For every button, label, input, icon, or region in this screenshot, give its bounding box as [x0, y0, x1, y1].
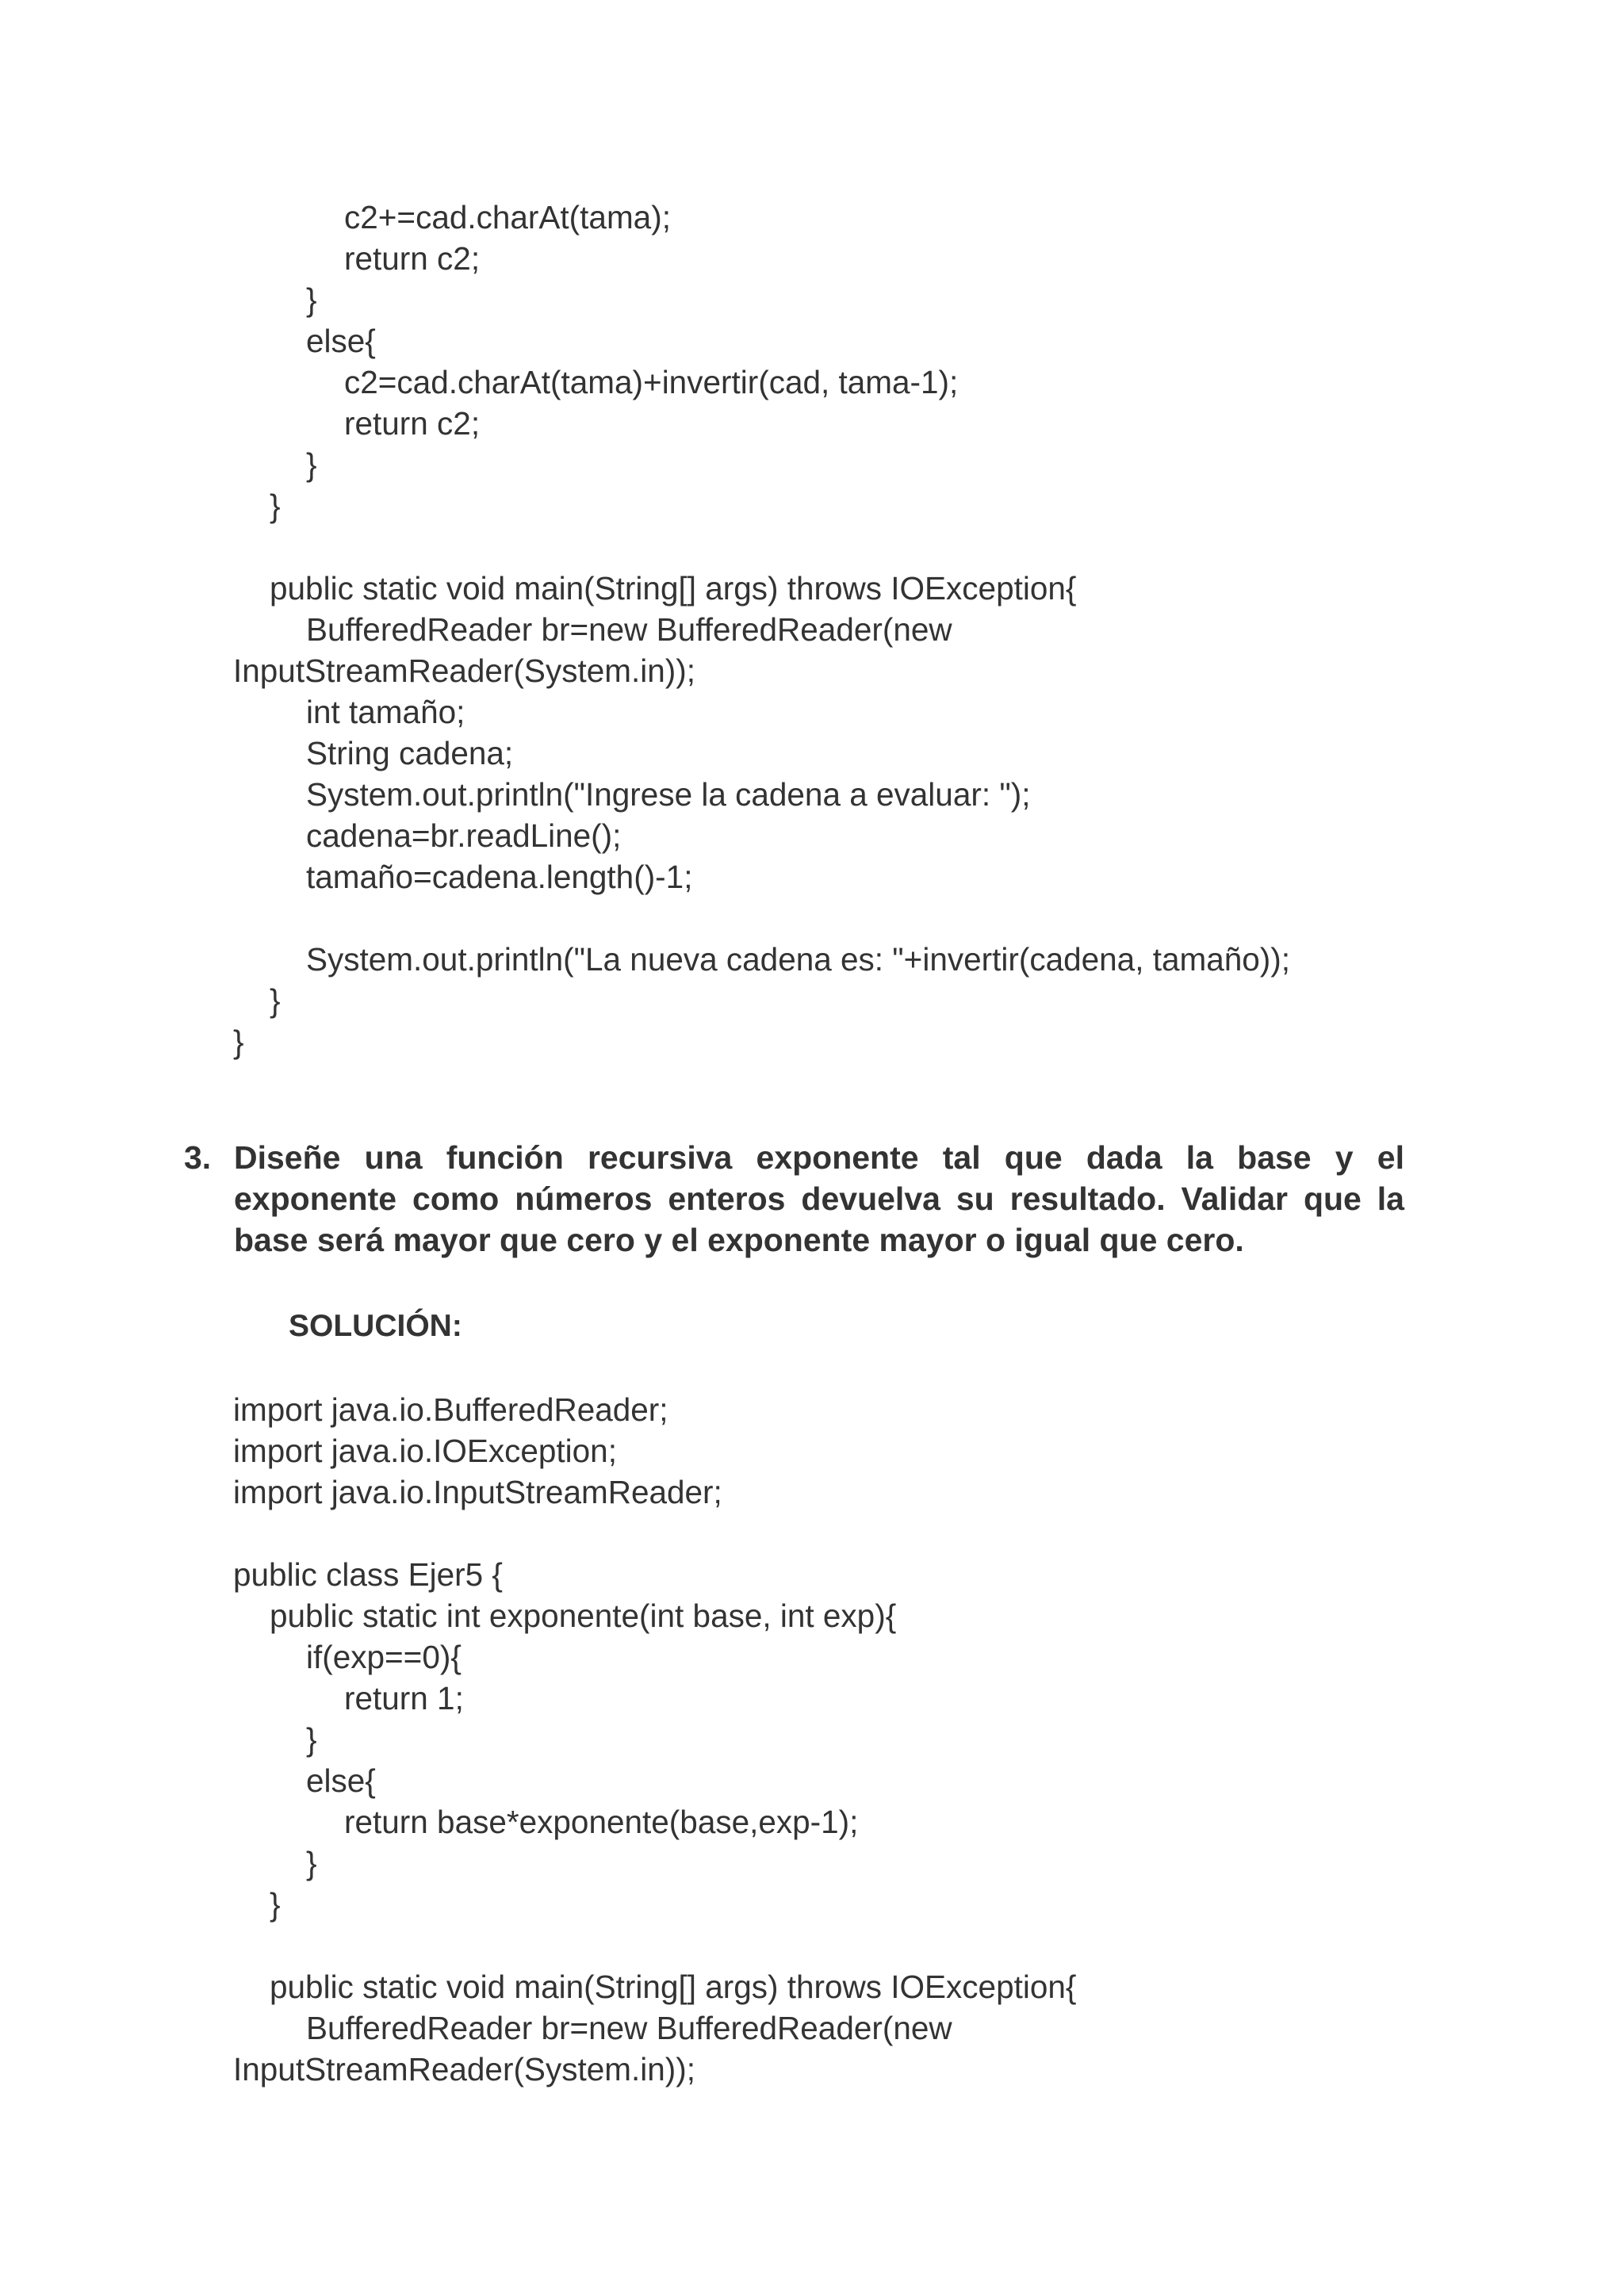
code-line: else{	[306, 323, 376, 359]
code-line: cadena=br.readLine();	[306, 817, 622, 854]
code-line: public class Ejer5 {	[233, 1556, 503, 1593]
code-line: System.out.println("Ingrese la cadena a evaluar: ");	[306, 776, 1031, 813]
code-line: import java.io.BufferedReader;	[233, 1391, 668, 1428]
code-line: return c2;	[344, 240, 481, 277]
code-line: c2+=cad.charAt(tama);	[344, 199, 671, 235]
code-line: }	[306, 446, 317, 483]
code-line: }	[270, 488, 281, 524]
code-line: return 1;	[344, 1680, 464, 1716]
code-line: public static int exponente(int base, int exp){	[270, 1598, 897, 1634]
code-line: c2=cad.charAt(tama)+invertir(cad, tama-1);	[344, 364, 959, 400]
code-line: import java.io.IOException;	[233, 1433, 617, 1469]
code-line: int tamaño;	[306, 694, 465, 730]
code-line: if(exp==0){	[306, 1639, 462, 1675]
code-line: import java.io.InputStreamReader;	[233, 1474, 722, 1510]
code-line: InputStreamReader(System.in));	[233, 652, 695, 689]
code-line: }	[270, 1886, 281, 1923]
code-line: System.out.println("La nueva cadena es: "+invertir(cadena, tamaño));	[306, 941, 1291, 978]
code-line: }	[306, 1845, 317, 1881]
code-line: public static void main(String[] args) throws IOException{	[270, 1969, 1077, 2005]
code-line: }	[270, 982, 281, 1019]
code-line: InputStreamReader(System.in));	[233, 2051, 695, 2087]
code-line: }	[306, 1721, 317, 1758]
code-line: return base*exponente(base,exp-1);	[344, 1804, 859, 1840]
exercise-statement: Diseñe una función recursiva exponente tal que dada la base y el exponente como números enteros devuelva su resultado. Validar que la base será mayor que cero y el exponente mayor o igual que cero.	[234, 1139, 1404, 1258]
code-line: BufferedReader br=new BufferedReader(new	[306, 611, 952, 648]
code-line: public static void main(String[] args) throws IOException{	[270, 570, 1077, 607]
code-line: }	[306, 281, 317, 318]
exercise-number: 3.	[184, 1139, 212, 1176]
code-line: else{	[306, 1762, 376, 1799]
code-line: String cadena;	[306, 735, 514, 771]
solution-heading: SOLUCIÓN:	[289, 1309, 462, 1343]
code-line: }	[233, 1024, 244, 1060]
code-line: tamaño=cadena.length()-1;	[306, 859, 693, 895]
code-line: return c2;	[344, 405, 481, 442]
code-line: BufferedReader br=new BufferedReader(new	[306, 2010, 952, 2046]
